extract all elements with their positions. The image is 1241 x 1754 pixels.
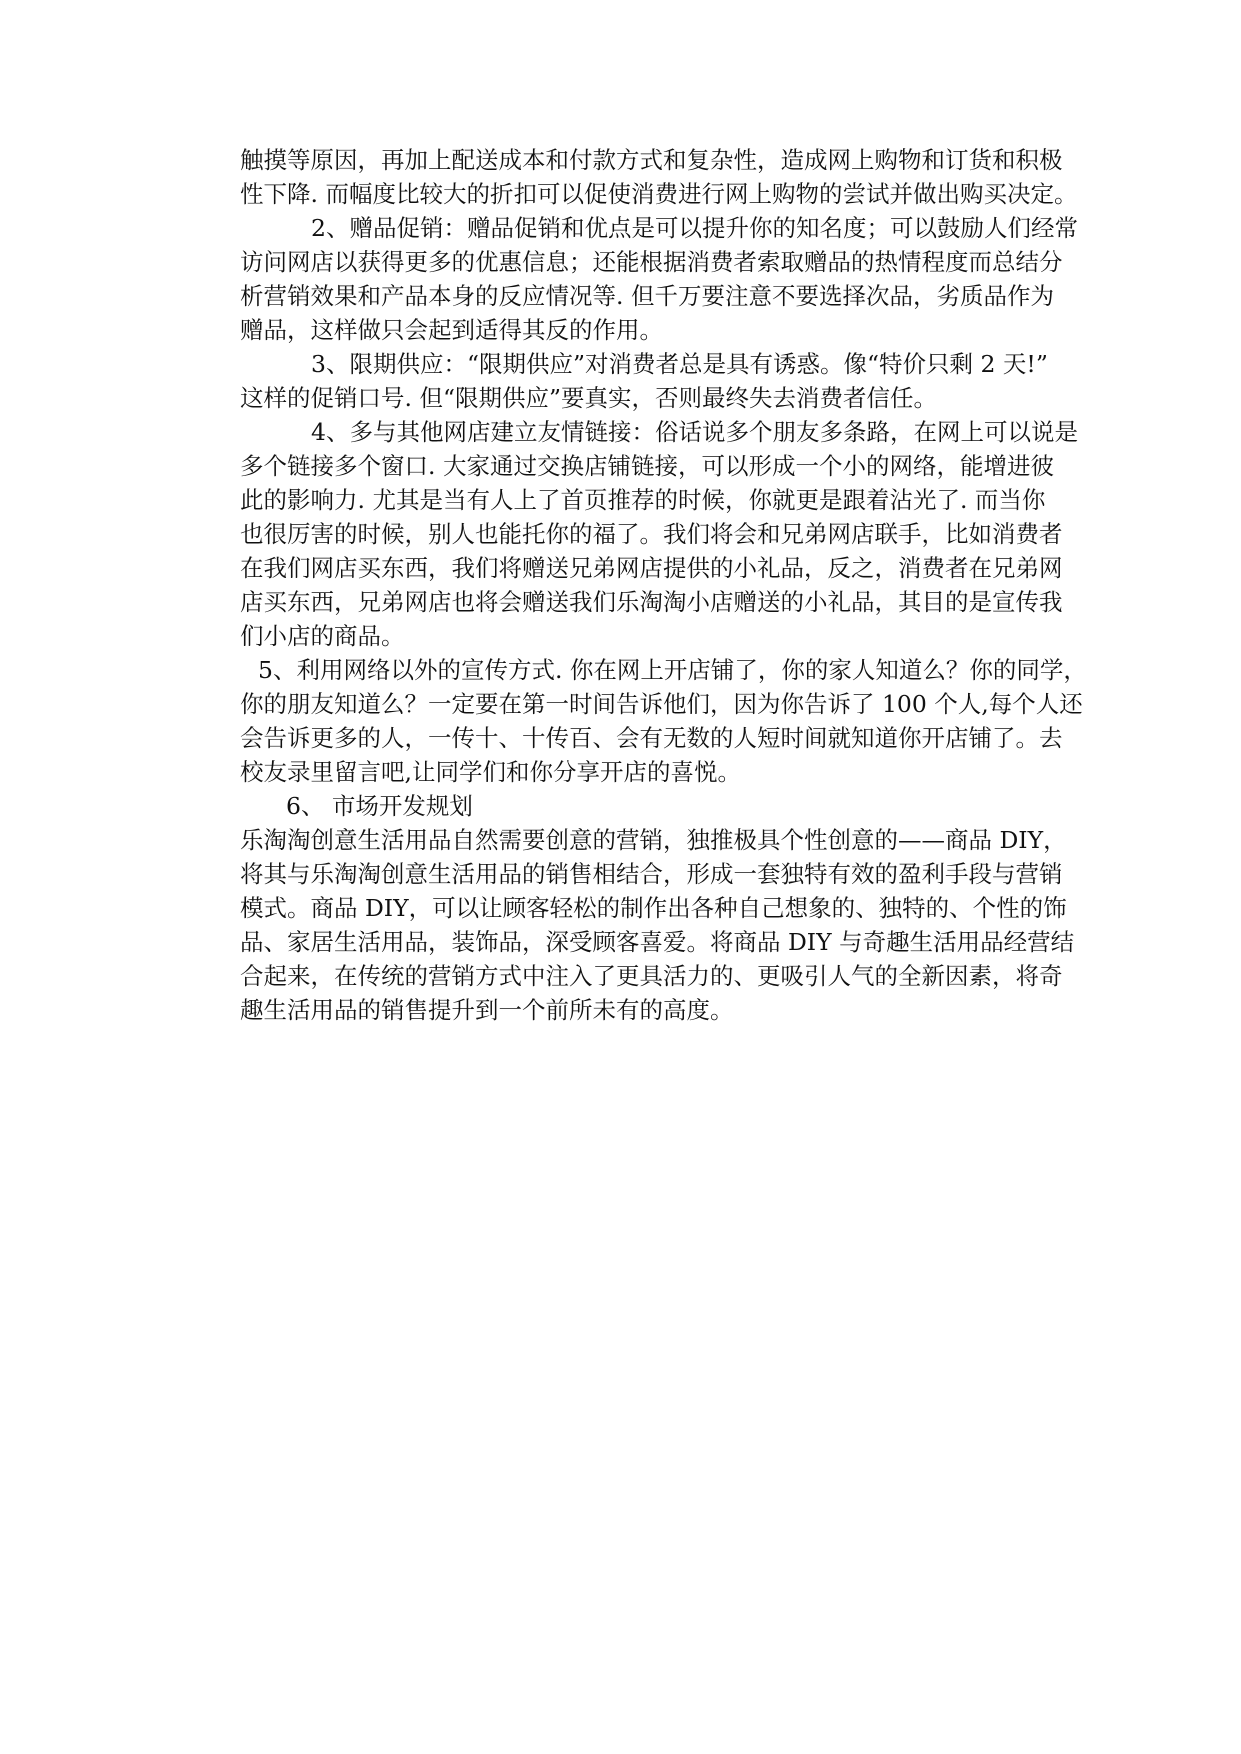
text-line: 也很厉害的时候，别人也能托你的福了。我们将会和兄弟网店联手，比如消费者 xyxy=(240,520,1063,548)
text-line: 访问网店以获得更多的优惠信息；还能根据消费者索取赠品的热情程度而总结分 xyxy=(240,248,1063,276)
text-line: 这样的促销口号. 但“限期供应”要真实，否则最终失去消费者信任。 xyxy=(240,384,937,412)
text-line: 合起来，在传统的营销方式中注入了更具活力的、更吸引人气的全新因素，将奇 xyxy=(240,962,1063,990)
text-line: 在我们网店买东西，我们将赠送兄弟网店提供的小礼品，反之，消费者在兄弟网 xyxy=(240,554,1063,582)
text-line: 析营销效果和产品本身的反应情况等. 但千万要注意不要选择次品，劣质品作为 xyxy=(240,282,1054,310)
text-line: 性下降. 而幅度比较大的折扣可以促使消费进行网上购物的尝试并做出购买决定。 xyxy=(240,180,1078,208)
text-line: 校友录里留言吧,让同学们和你分享开店的喜悦。 xyxy=(240,758,741,786)
text-line: 将其与乐淘淘创意生活用品的销售相结合，形成一套独特有效的盈利手段与营销 xyxy=(240,860,1063,888)
text-line: 们小店的商品。 xyxy=(240,622,405,650)
document-body xyxy=(240,143,1125,1027)
section-heading-market-plan: 6、 市场开发规划 xyxy=(286,792,473,820)
text-line: 赠品，这样做只会起到适得其反的作用。 xyxy=(240,316,663,344)
text-line: 趣生活用品的销售提升到一个前所未有的高度。 xyxy=(240,996,734,1024)
item-limited-supply: 3、限期供应：“限期供应”对消费者总是具有诱惑。像“特价只剩 2 天!” xyxy=(311,350,1048,378)
text-line: 模式。商品 DIY，可以让顾客轻松的制作出各种自己想象的、独特的、个性的饰 xyxy=(240,894,1067,922)
text-line: 此的影响力. 尤其是当有人上了首页推荐的时候，你就更是跟着沾光了. 而当你 xyxy=(240,486,1046,514)
text-line: 触摸等原因，再加上配送成本和付款方式和复杂性，造成网上购物和订货和积极 xyxy=(240,146,1063,174)
text-line: 品、家居生活用品，装饰品，深受顾客喜爱。将商品 DIY 与奇趣生活用品经营结 xyxy=(240,928,1075,956)
item-gift-promotion: 2、赠品促销：赠品促销和优点是可以提升你的知名度；可以鼓励人们经常 xyxy=(311,214,1078,242)
text-line: 多个链接多个窗口. 大家通过交换店铺链接，可以形成一个小的网络，能增进彼 xyxy=(240,452,1054,480)
text-line: 店买东西，兄弟网店也将会赠送我们乐淘淘小店赠送的小礼品，其目的是宣传我 xyxy=(240,588,1063,616)
item-offline-promotion: 5、利用网络以外的宣传方式. 你在网上开店铺了，你的家人知道么？你的同学， xyxy=(258,656,1087,684)
text-line: 你的朋友知道么？一定要在第一时间告诉他们，因为你告诉了 100 个人,每个人还 xyxy=(240,690,1083,718)
text-line: 乐淘淘创意生活用品自然需要创意的营销，独推极具个性创意的——商品 DIY， xyxy=(240,826,1067,854)
text-line: 会告诉更多的人，一传十、十传百、会有无数的人短时间就知道你开店铺了。去 xyxy=(240,724,1063,752)
item-friend-links: 4、多与其他网店建立友情链接：俗话说多个朋友多条路，在网上可以说是 xyxy=(311,418,1078,446)
